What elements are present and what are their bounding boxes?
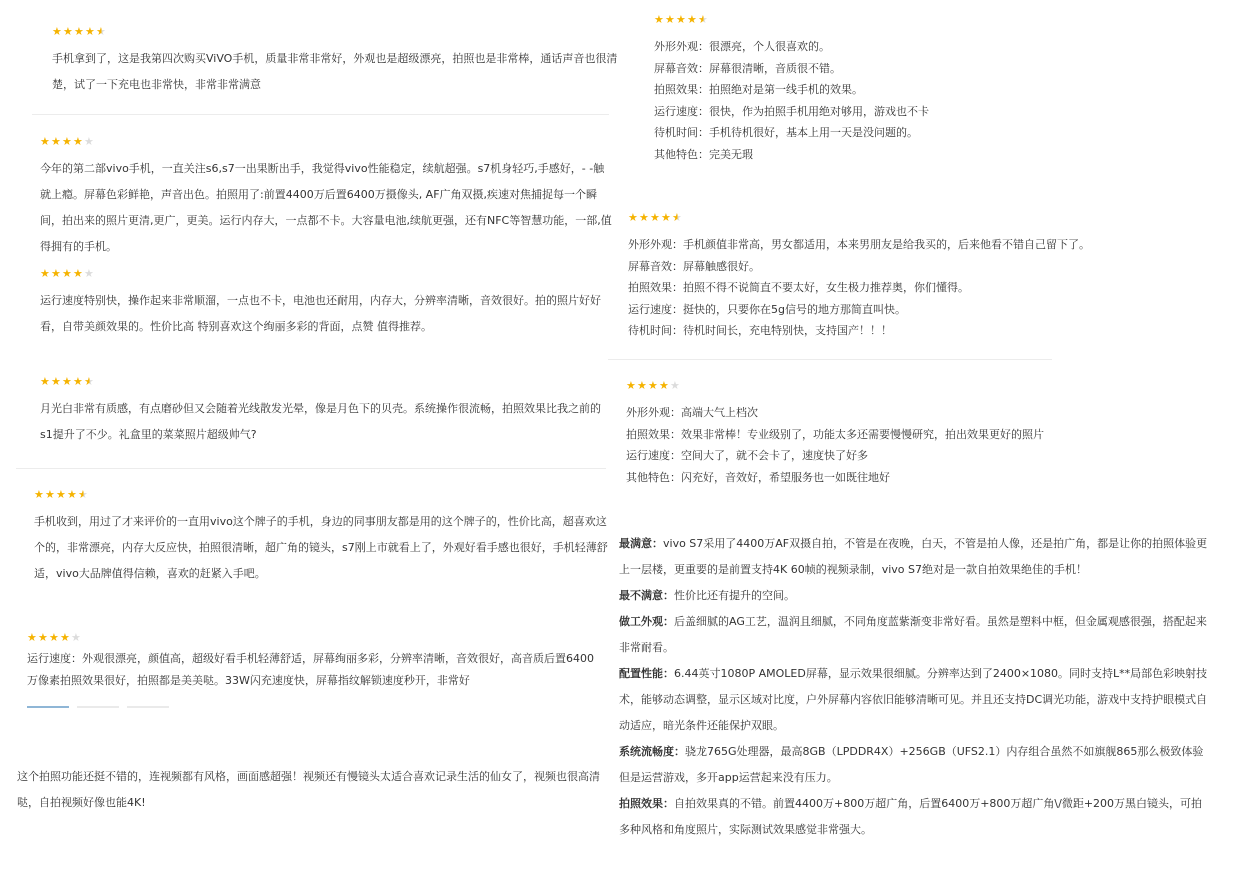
- star-icon: ★: [63, 26, 73, 37]
- star-icon: ★: [626, 380, 636, 391]
- image-tab[interactable]: [27, 706, 69, 708]
- rating-stars: [34, 489, 609, 503]
- star-icon: ★: [672, 212, 682, 223]
- star-icon: ★: [84, 376, 94, 387]
- star-icon: ★: [85, 26, 95, 37]
- review-line: 屏幕音效：屏幕触感很好。: [628, 259, 760, 273]
- star-icon: ★: [698, 14, 708, 25]
- star-icon: ★: [51, 268, 61, 279]
- star-icon: ★: [51, 376, 61, 387]
- star-icon: ★: [27, 632, 37, 643]
- rating-stars: [40, 376, 612, 390]
- rating-stars: [654, 14, 1214, 28]
- long-review-body: [619, 531, 1211, 843]
- review-paragraph: [619, 661, 1211, 739]
- paragraph-label: 最满意：: [619, 537, 663, 550]
- rating-stars: [40, 136, 612, 150]
- star-icon: ★: [51, 136, 61, 147]
- paragraph-text: 骁龙765G处理器，最高8GB（LPDDR4X）+256GB（UFS2.1）内存组合虽然不如旗舰865那么极致体验但是运营游戏，多开app运营起来没有压力。: [619, 745, 1204, 784]
- review-line: 待机时间：手机待机很好，基本上用一天是没问题的。: [654, 126, 918, 139]
- star-icon: ★: [74, 26, 84, 37]
- paragraph-label: 最不满意：: [619, 589, 674, 602]
- review-line: 外形外观：很漂亮，个人很喜欢的。: [654, 40, 830, 53]
- star-icon: ★: [639, 212, 649, 223]
- paragraph-text: 6.44英寸1080P AMOLED屏幕，显示效果很细腻。分辨率达到了2400×1080。同时支持L**局部色彩映射技术，能够动态调整，显示区域对比度，户外屏幕内容依旧能够清晰可见。并且还支持DC调光功能，游戏中支持护眼模式自动适应，暗光条件还能保护双眼。: [619, 667, 1208, 732]
- paragraph-text: 性价比还有提升的空间。: [674, 589, 795, 602]
- star-icon: ★: [659, 380, 669, 391]
- review-lines: [654, 36, 1214, 165]
- paragraph-text: 后盖细腻的AG工艺，温润且细腻，不同角度蓝紫渐变非常好看。虽然是塑料中框，但金属观感很强，搭配起来非常耐看。: [619, 615, 1207, 654]
- rating-stars: [628, 212, 1218, 226]
- review-line: 其他特色：闪充好，音效好，希望服务也一如既往地好: [626, 470, 890, 484]
- review-lines: [626, 402, 1216, 488]
- star-icon: ★: [654, 14, 664, 25]
- review-line: 外形外观：手机颜值非常高，男女都适用，本来男朋友是给我买的，后来他看不错自己留下了。: [628, 238, 1090, 251]
- star-icon: ★: [40, 136, 50, 147]
- star-icon: ★: [628, 212, 638, 223]
- right-review-2: [628, 212, 1218, 342]
- review-text: 运行速度特别快，操作起来非常顺溜，一点也不卡，电池也还耐用，内存大，分辨率清晰，音效很好。拍的照片好好看，自带美颜效果的。性价比高 特别喜欢这个绚丽多彩的背面，点赞 值得推荐。: [40, 294, 601, 333]
- review-paragraph: [619, 531, 1211, 583]
- star-icon: ★: [34, 489, 44, 500]
- review-text: 这个拍照功能还挺不错的，连视频都有风格，画面感超强！视频还有慢镜头太适合喜欢记录生活的仙女了，视频也很高清哒，自拍视频好像也能4K!: [17, 770, 600, 809]
- star-icon: ★: [52, 26, 62, 37]
- review-text: 手机拿到了，这是我第四次购买ViVO手机，质量非常非常好，外观也是超级漂亮，拍照也是非常棒，通话声音也很清楚，试了一下充电也非常快，非常非常满意: [52, 52, 618, 91]
- right-review-3: [626, 380, 1216, 488]
- left-review-5: [34, 489, 609, 587]
- rating-stars: [626, 380, 1216, 394]
- star-icon: ★: [38, 632, 48, 643]
- paragraph-text: vivo S7采用了4400万AF双摄自拍，不管是在夜晚，白天，不管是拍人像，还是拍广角，都是让你的拍照体验更上一层楼，更重要的是前置支持4K 60帧的视频录制，vivo S7绝对是一款自拍效果绝佳的手机！: [619, 537, 1208, 576]
- star-icon: ★: [73, 136, 83, 147]
- review-paragraph: [619, 739, 1211, 791]
- star-icon: ★: [62, 376, 72, 387]
- star-icon: ★: [67, 489, 77, 500]
- star-icon: ★: [676, 14, 686, 25]
- star-icon: ★: [73, 376, 83, 387]
- star-icon: ★: [687, 14, 697, 25]
- review-paragraph: [619, 791, 1211, 843]
- review-line: 其他特色：完美无瑕: [654, 147, 753, 161]
- review-line: 拍照效果：效果非常棒！专业级别了，功能太多还需要慢慢研究，拍出效果更好的照片: [626, 427, 1044, 441]
- left-review-2: [40, 136, 612, 260]
- review-paragraph: [619, 609, 1211, 661]
- star-icon: ★: [78, 489, 88, 500]
- star-icon: ★: [62, 136, 72, 147]
- left-review-6: [27, 632, 602, 692]
- star-icon: ★: [49, 632, 59, 643]
- left-review-4: [40, 376, 612, 448]
- review-line: 拍照效果：拍照不得不说简直不要太好，女生极力推荐奥，你们懂得。: [628, 281, 969, 294]
- review-text: 月光白非常有质感，有点磨砂但又会随着光线散发光晕，像是月色下的贝壳。系统操作很流畅，拍照效果比我之前的s1提升了不少。礼盒里的菜菜照片超级帅气?: [40, 402, 601, 441]
- bottom-left-review: [17, 764, 607, 816]
- star-icon: ★: [40, 268, 50, 279]
- left-review-1: [52, 26, 622, 98]
- review-line: 待机时间：待机时间长，充电特别快，支持国产！！！: [628, 324, 892, 337]
- review-line: 运行速度：挺快的，只要你在5g信号的地方那简直叫快。: [628, 302, 906, 316]
- review-line: 拍照效果：拍照绝对是第一线手机的效果。: [654, 83, 863, 96]
- review-text: 手机收到，用过了才来评价的一直用vivo这个牌子的手机，身边的同事朋友都是用的这个牌子的，性价比高，超喜欢这个的，非常漂亮，内存大反应快，拍照很清晰，超广角的镜头，s7刚上市就看上了，外观好看手感也很好，手机轻薄舒适，vivo大品牌值得信赖，喜欢的赶紧入手吧。: [34, 515, 608, 580]
- review-text: 运行速度：外观很漂亮，颜值高，超级好看手机轻薄舒适，屏幕绚丽多彩，分辨率清晰，音效很好，高音质后置6400万像素拍照效果很好，拍照都是美美哒。33W闪充速度快，屏幕指纹解锁速度秒开，非常好: [27, 652, 594, 687]
- image-tabs[interactable]: [27, 706, 169, 708]
- review-paragraph: [619, 583, 1211, 609]
- image-tab[interactable]: [77, 706, 119, 708]
- star-icon: ★: [665, 14, 675, 25]
- divider: [608, 359, 1052, 360]
- star-icon: ★: [648, 380, 658, 391]
- review-line: 运行速度：很快，作为拍照手机用绝对够用，游戏也不卡: [654, 104, 929, 118]
- star-icon: ★: [84, 136, 94, 147]
- long-review: [619, 531, 1211, 843]
- review-lines: [628, 234, 1218, 342]
- review-line: 外形外观：高端大气上档次: [626, 406, 758, 419]
- review-line: 运行速度：空间大了，就不会卡了，速度快了好多: [626, 449, 868, 462]
- review-line: 屏幕音效：屏幕很清晰，音质很不错。: [654, 61, 841, 75]
- left-review-3: [40, 268, 612, 340]
- star-icon: ★: [661, 212, 671, 223]
- star-icon: ★: [650, 212, 660, 223]
- rating-stars: [40, 268, 612, 282]
- rating-stars: [27, 632, 602, 646]
- review-text: 今年的第二部vivo手机，一直关注s6,s7一出果断出手，我觉得vivo性能稳定，续航超强。s7机身轻巧,手感好，- -触就上瘾。屏幕色彩鲜艳，声音出色。拍照用了:前置4400万后置6400万摄像头, AF广角双摄,疾速对焦捕捉每一个瞬间，拍出来的照片更清,更广，更美。运行内存大，一点都不卡。大容量电池,续航更强，还有NFC等智慧功能，一部,值得拥有的手机。: [40, 162, 612, 253]
- paragraph-text: 自拍效果真的不错。前置4400万+800万超广角，后置6400万+800万超广角\/微距+200万黑白镜头，可拍多种风格和角度照片，实际测试效果感觉非常强大。: [619, 797, 1203, 836]
- star-icon: ★: [40, 376, 50, 387]
- star-icon: ★: [45, 489, 55, 500]
- image-tab[interactable]: [127, 706, 169, 708]
- divider: [32, 114, 609, 115]
- star-icon: ★: [96, 26, 106, 37]
- star-icon: ★: [71, 632, 81, 643]
- paragraph-label: 配置性能：: [619, 667, 674, 680]
- star-icon: ★: [84, 268, 94, 279]
- star-icon: ★: [637, 380, 647, 391]
- divider: [16, 468, 606, 469]
- star-icon: ★: [60, 632, 70, 643]
- star-icon: ★: [56, 489, 66, 500]
- star-icon: ★: [62, 268, 72, 279]
- rating-stars: [52, 26, 622, 40]
- star-icon: ★: [670, 380, 680, 391]
- paragraph-label: 做工外观：: [619, 615, 674, 628]
- paragraph-label: 拍照效果：: [619, 797, 674, 810]
- right-review-1: [654, 14, 1214, 165]
- paragraph-label: 系统流畅度：: [619, 745, 685, 758]
- star-icon: ★: [73, 268, 83, 279]
